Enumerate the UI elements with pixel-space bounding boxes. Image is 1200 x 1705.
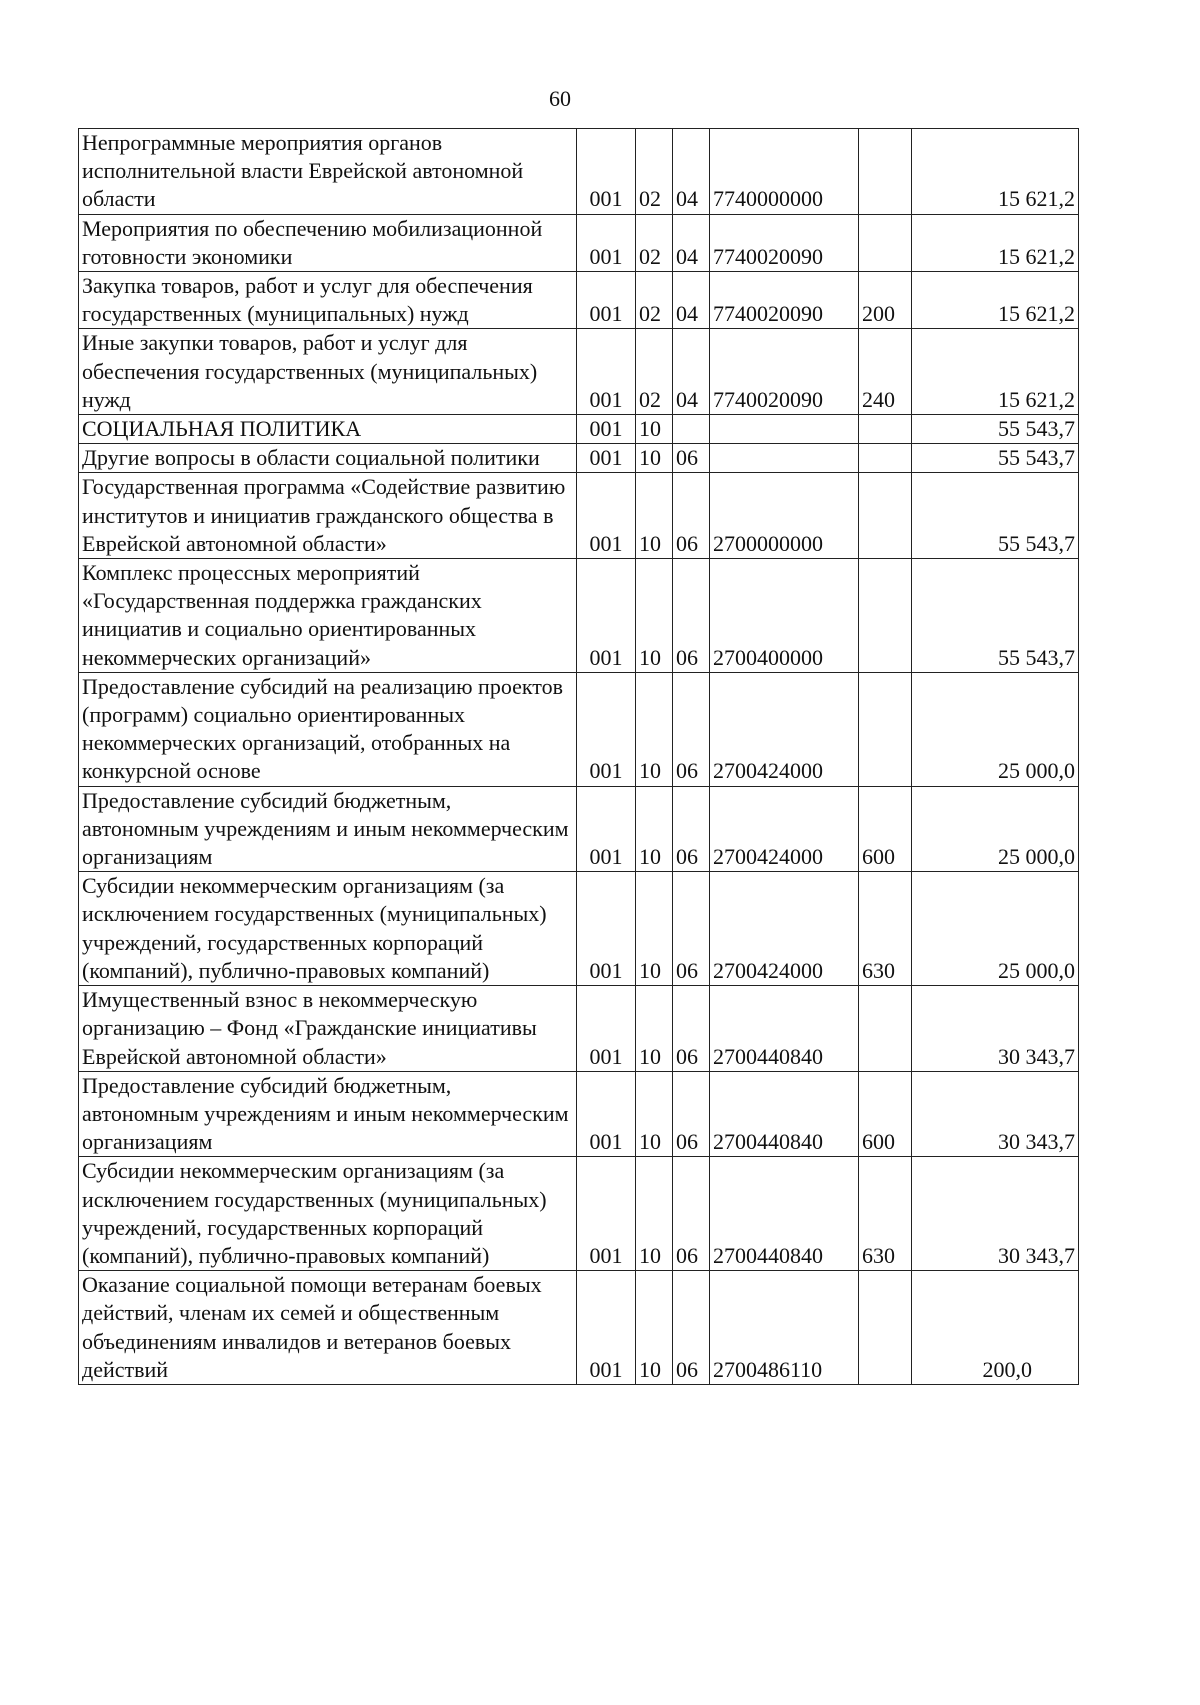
row-target-code-cell: 2700400000 (710, 559, 859, 673)
row-subsection-code-cell (673, 415, 710, 444)
row-target-code-cell: 2700440840 (710, 1157, 859, 1271)
row-amount-cell: 30 343,7 (912, 1157, 1079, 1271)
row-subsection-code-cell: 06 (673, 672, 710, 786)
row-admin-code-cell: 001 (577, 672, 636, 786)
row-section-code-cell: 10 (636, 415, 673, 444)
row-admin-code-cell: 001 (577, 872, 636, 986)
row-target-code-cell: 2700486110 (710, 1271, 859, 1385)
row-name-cell: Комплекс процессных мероприятий «Государственная поддержка гражданских инициатив и социально ориентированных некоммерческих организаций» (79, 559, 577, 673)
row-expense-type-cell: 240 (859, 329, 912, 415)
row-section-code-cell: 10 (636, 872, 673, 986)
row-expense-type-cell (859, 214, 912, 271)
table-row (79, 672, 1079, 786)
row-section-code-cell: 10 (636, 1157, 673, 1271)
row-name-cell: Предоставление субсидий бюджетным, автономным учреждениям и иным некоммерческим организациям (79, 786, 577, 872)
row-target-code-cell: 2700424000 (710, 786, 859, 872)
row-section-code-cell: 02 (636, 272, 673, 329)
row-admin-code-cell: 001 (577, 444, 636, 473)
row-name-cell: Иные закупки товаров, работ и услуг для обеспечения государственных (муниципальных) нужд (79, 329, 577, 415)
row-admin-code-cell: 001 (577, 129, 636, 215)
row-section-code-cell: 02 (636, 129, 673, 215)
table-row (79, 986, 1079, 1072)
table-row (79, 129, 1079, 215)
row-expense-type-cell: 600 (859, 1071, 912, 1157)
row-amount-cell: 15 621,2 (912, 272, 1079, 329)
row-amount-cell: 15 621,2 (912, 329, 1079, 415)
row-admin-code-cell: 001 (577, 329, 636, 415)
row-amount-cell: 55 543,7 (912, 559, 1079, 673)
row-expense-type-cell (859, 473, 912, 559)
row-target-code-cell (710, 444, 859, 473)
row-section-code-cell: 10 (636, 1071, 673, 1157)
row-amount-cell: 200,0 (912, 1271, 1079, 1385)
row-name-cell: Субсидии некоммерческим организациям (за исключением государственных (муниципальных) учреждений, государственных корпораций (компаний), публично-правовых компаний) (79, 1157, 577, 1271)
page-number: 60 (549, 86, 571, 111)
row-section-code-cell: 10 (636, 1271, 673, 1385)
table-row (79, 415, 1079, 444)
row-section-code-cell: 02 (636, 329, 673, 415)
row-name-cell: Предоставление субсидий на реализацию проектов (программ) социально ориентированных некоммерческих организаций, отобранных на конкурсной основе (79, 672, 577, 786)
row-amount-cell: 15 621,2 (912, 129, 1079, 215)
row-expense-type-cell: 600 (859, 786, 912, 872)
table-row (79, 559, 1079, 673)
row-admin-code-cell: 001 (577, 786, 636, 872)
table-row (79, 473, 1079, 559)
row-name-cell: Предоставление субсидий бюджетным, автономным учреждениям и иным некоммерческим организациям (79, 1071, 577, 1157)
row-expense-type-cell: 630 (859, 872, 912, 986)
row-amount-cell: 55 543,7 (912, 473, 1079, 559)
row-target-code-cell: 2700440840 (710, 986, 859, 1072)
row-subsection-code-cell: 06 (673, 786, 710, 872)
row-name-cell: Имущественный взнос в некоммерческую организацию – Фонд «Гражданские инициативы Еврейской автономной области» (79, 986, 577, 1072)
row-section-code-cell: 10 (636, 786, 673, 872)
row-expense-type-cell (859, 672, 912, 786)
row-section-code-cell: 02 (636, 214, 673, 271)
table-row (79, 872, 1079, 986)
row-admin-code-cell: 001 (577, 1157, 636, 1271)
row-subsection-code-cell: 06 (673, 872, 710, 986)
row-admin-code-cell: 001 (577, 214, 636, 271)
row-subsection-code-cell: 06 (673, 444, 710, 473)
row-expense-type-cell (859, 415, 912, 444)
row-section-code-cell: 10 (636, 986, 673, 1072)
row-subsection-code-cell: 06 (673, 473, 710, 559)
row-expense-type-cell: 630 (859, 1157, 912, 1271)
row-name-cell: Мероприятия по обеспечению мобилизационной готовности экономики (79, 214, 577, 271)
row-section-code-cell: 10 (636, 444, 673, 473)
row-target-code-cell: 2700000000 (710, 473, 859, 559)
row-section-code-cell: 10 (636, 559, 673, 673)
row-subsection-code-cell: 04 (673, 272, 710, 329)
row-section-code-cell: 10 (636, 473, 673, 559)
row-admin-code-cell: 001 (577, 1271, 636, 1385)
row-name-cell: СОЦИАЛЬНАЯ ПОЛИТИКА (79, 415, 577, 444)
row-name-cell: Оказание социальной помощи ветеранам боевых действий, членам их семей и общественным объединениям инвалидов и ветеранов боевых действий (79, 1271, 577, 1385)
row-amount-cell: 55 543,7 (912, 444, 1079, 473)
row-subsection-code-cell: 04 (673, 214, 710, 271)
row-expense-type-cell (859, 444, 912, 473)
row-admin-code-cell: 001 (577, 473, 636, 559)
row-expense-type-cell (859, 1271, 912, 1385)
row-target-code-cell: 7740020090 (710, 272, 859, 329)
row-name-cell: Непрограммные мероприятия органов исполнительной власти Еврейской автономной области (79, 129, 577, 215)
row-section-code-cell: 10 (636, 672, 673, 786)
table-row (79, 1071, 1079, 1157)
row-expense-type-cell (859, 129, 912, 215)
table-row (79, 214, 1079, 271)
row-admin-code-cell: 001 (577, 986, 636, 1072)
row-name-cell: Субсидии некоммерческим организациям (за исключением государственных (муниципальных) учреждений, государственных корпораций (компаний), публично-правовых компаний) (79, 872, 577, 986)
row-name-cell: Закупка товаров, работ и услуг для обеспечения государственных (муниципальных) нужд (79, 272, 577, 329)
row-target-code-cell: 2700424000 (710, 672, 859, 786)
budget-table (78, 128, 1079, 1385)
table-row (79, 1271, 1079, 1385)
row-amount-cell: 25 000,0 (912, 786, 1079, 872)
row-subsection-code-cell: 06 (673, 1271, 710, 1385)
row-admin-code-cell: 001 (577, 272, 636, 329)
row-target-code-cell: 7740000000 (710, 129, 859, 215)
row-target-code-cell: 7740020090 (710, 214, 859, 271)
row-subsection-code-cell: 06 (673, 1157, 710, 1271)
row-subsection-code-cell: 06 (673, 986, 710, 1072)
row-target-code-cell (710, 415, 859, 444)
row-admin-code-cell: 001 (577, 559, 636, 673)
budget-table-body (79, 129, 1079, 1385)
row-amount-cell: 15 621,2 (912, 214, 1079, 271)
row-admin-code-cell: 001 (577, 415, 636, 444)
row-subsection-code-cell: 06 (673, 1071, 710, 1157)
row-name-cell: Другие вопросы в области социальной политики (79, 444, 577, 473)
table-row (79, 444, 1079, 473)
row-amount-cell: 25 000,0 (912, 672, 1079, 786)
row-amount-cell: 25 000,0 (912, 872, 1079, 986)
row-subsection-code-cell: 04 (673, 329, 710, 415)
table-row (79, 329, 1079, 415)
row-amount-cell: 30 343,7 (912, 986, 1079, 1072)
row-target-code-cell: 2700424000 (710, 872, 859, 986)
row-expense-type-cell: 200 (859, 272, 912, 329)
table-row (79, 1157, 1079, 1271)
table-row (79, 786, 1079, 872)
table-row (79, 272, 1079, 329)
row-amount-cell: 55 543,7 (912, 415, 1079, 444)
row-amount-cell: 30 343,7 (912, 1071, 1079, 1157)
row-name-cell: Государственная программа «Содействие развитию институтов и инициатив гражданского общества в Еврейской автономной области» (79, 473, 577, 559)
row-subsection-code-cell: 04 (673, 129, 710, 215)
row-subsection-code-cell: 06 (673, 559, 710, 673)
row-expense-type-cell (859, 986, 912, 1072)
row-target-code-cell: 7740020090 (710, 329, 859, 415)
row-target-code-cell: 2700440840 (710, 1071, 859, 1157)
row-expense-type-cell (859, 559, 912, 673)
row-admin-code-cell: 001 (577, 1071, 636, 1157)
